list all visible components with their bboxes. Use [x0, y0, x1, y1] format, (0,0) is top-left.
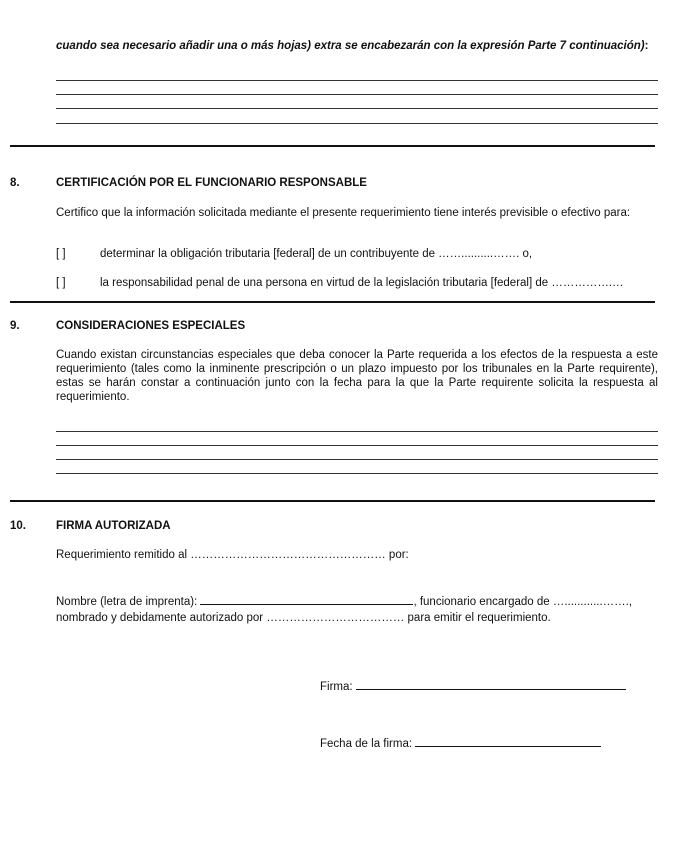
section-divider — [10, 145, 655, 147]
option2-text: la responsabilidad penal de una persona en virtud de la legislación tributaria [federal] de …………….… — [100, 277, 624, 289]
section9-paragraph: Cuando existan circunstancias especiales que deba conocer la Parte requerida a los efectos de la respuesta a este requerimiento (tales como la inminente prescripción o un plazo impuesto por los tribunales en la Parte requirente), estas se harán constar a continuación junto con la fecha para la que la Parte requirente solicita la respuesta al requerimiento. — [56, 349, 658, 403]
answer-line[interactable] — [56, 431, 658, 432]
fecha-row — [320, 735, 601, 750]
fecha-label: Fecha de la firma: — [320, 738, 413, 750]
fecha-field[interactable] — [415, 735, 601, 747]
answer-line[interactable] — [56, 108, 658, 109]
answer-line[interactable] — [56, 445, 658, 446]
nombre-label: Nombre (letra de imprenta): — [56, 596, 198, 608]
section-divider — [10, 301, 655, 303]
option1-text: determinar la obligación tributaria [federal] de un contribuyente de ……..........……. o, — [100, 248, 533, 260]
firma-row — [320, 678, 626, 693]
nombre-row — [56, 593, 632, 608]
funcionario-encargado-text: , funcionario encargado de …............……., — [413, 596, 633, 608]
nombrado-line: nombrado y debidamente autorizado por ……………………………… para emitir el requerimiento. — [56, 612, 551, 624]
section10-title: FIRMA AUTORIZADA — [56, 520, 171, 532]
answer-line[interactable] — [56, 94, 658, 95]
section9-title: CONSIDERACIONES ESPECIALES — [56, 320, 246, 332]
answer-line[interactable] — [56, 123, 658, 124]
answer-line[interactable] — [56, 473, 658, 474]
firma-label: Firma: — [320, 681, 353, 693]
intro-colon: : — [644, 40, 649, 52]
answer-line[interactable] — [56, 459, 658, 460]
section8-title: CERTIFICACIÓN POR EL FUNCIONARIO RESPONSABLE — [56, 177, 367, 189]
option1-checkbox[interactable]: [ ] — [56, 248, 66, 260]
nombre-field[interactable] — [200, 593, 413, 605]
intro-text: cuando sea necesario añadir una o más hojas) extra se encabezarán con la expresión Parte 7 continuación) — [56, 40, 645, 52]
remitido-line: Requerimiento remitido al …………………………………………… por: — [56, 549, 409, 561]
section10-number: 10. — [10, 520, 26, 532]
firma-field[interactable] — [356, 678, 626, 690]
section-divider — [10, 500, 655, 502]
option2-checkbox[interactable]: [ ] — [56, 277, 66, 289]
section7-continuation-text — [56, 38, 658, 54]
section8-paragraph: Certifico que la información solicitada mediante el presente requerimiento tiene interés previsible o efectivo para: — [56, 207, 631, 219]
section9-number: 9. — [10, 320, 20, 332]
answer-line[interactable] — [56, 80, 658, 81]
section8-number: 8. — [10, 177, 20, 189]
